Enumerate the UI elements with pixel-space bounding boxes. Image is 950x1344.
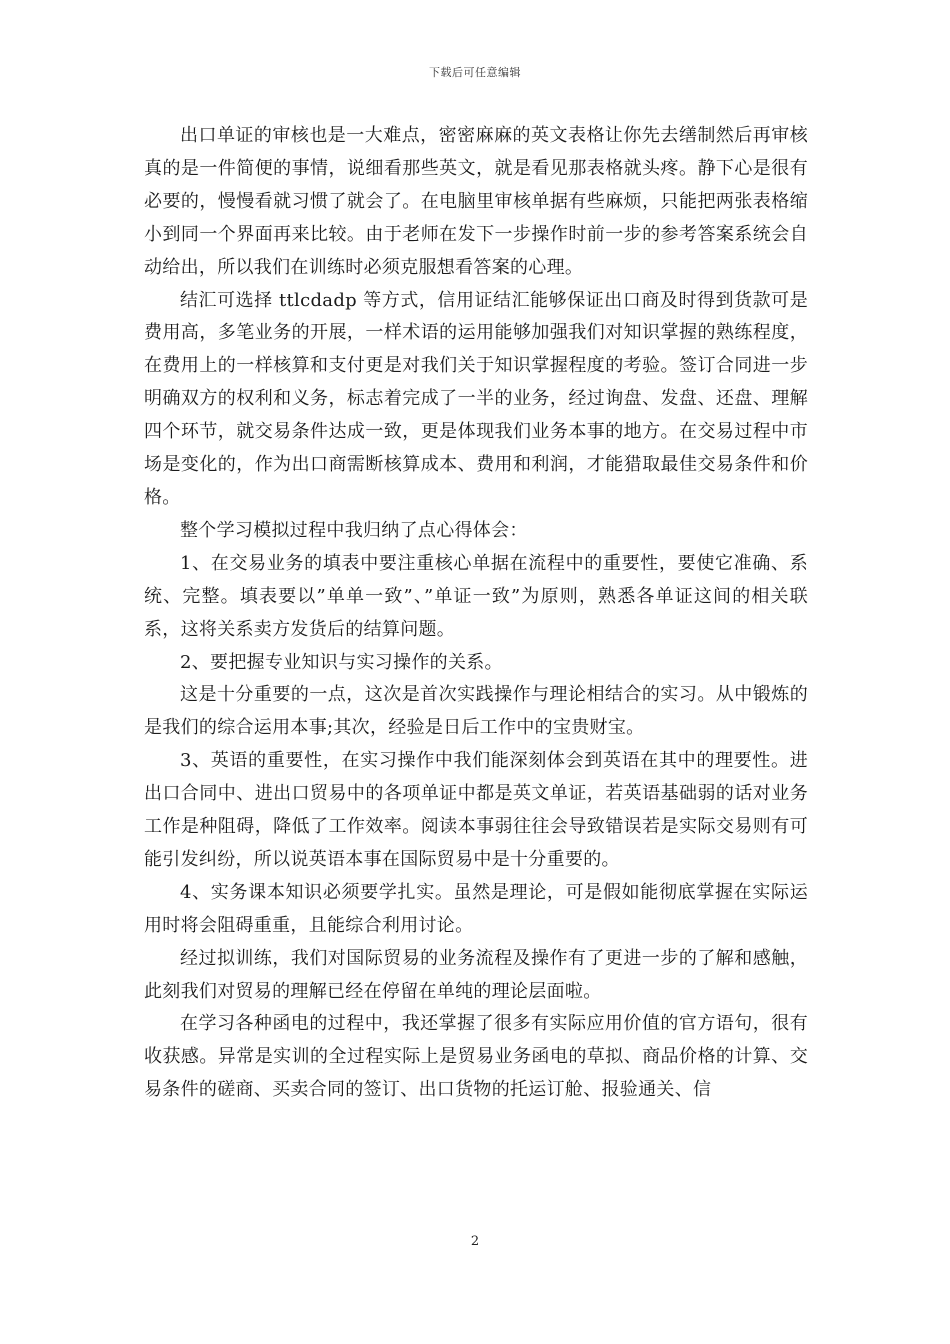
page-header: 下载后可任意编辑 [429, 66, 521, 79]
paragraph: 出口单证的审核也是一大难点，密密麻麻的英文表格让你先去缮制然后再审核真的是一件简便的事情，说细看那些英文，就是看见那表格就头疼。静下心是很有必要的，慢慢看就习惯了就会了。在电脑里审核单据有些麻烦，只能把两张表格缩小到同一个界面再来比较。由于老师在发下一步操作时前一步的参考答案系统会自动给出，所以我们在训练时必须克服想看答案的心理。 [144, 125, 808, 278]
paragraph: 这是十分重要的一点，这次是首次实践操作与理论相结合的实习。从中锻炼的是我们的综合运用本事;其次，经验是日后工作中的宝贵财宝。 [144, 684, 808, 739]
paragraph: 1、在交易业务的填表中要注重核心单据在流程中的重要性，要使它准确、系统、完整。填表要以”单单一致”、”单证一致”为原则，熟悉各单证这间的相关联系，这将关系卖方发货后的结算问题。 [144, 552, 808, 640]
body-text [144, 120, 808, 1107]
paragraph: 4、实务课本知识必须要学扎实。虽然是理论，可是假如能彻底掌握在实际运用时将会阻碍重重，且能综合利用讨论。 [144, 881, 808, 936]
page-number: 2 [470, 1234, 480, 1249]
paragraph: 2、要把握专业知识与实习操作的关系。 [180, 651, 503, 673]
paragraph: 整个学习模拟过程中我归纳了点心得体会： [180, 519, 528, 541]
paragraph: 经过拟训练，我们对国际贸易的业务流程及操作有了更进一步的了解和感触，此刻我们对贸易的理解已经在停留在单纯的理论层面啦。 [144, 947, 808, 1002]
paragraph: 3、英语的重要性，在实习操作中我们能深刻体会到英语在其中的理要性。进出口合同中、进出口贸易中的各项单证中都是英文单证，若英语基础弱的话对业务工作是种阻碍，降低了工作效率。阅读本事弱往往会导致错误若是实际交易则有可能引发纠纷，所以说英语本事在国际贸易中是十分重要的。 [144, 750, 808, 870]
paragraph: 结汇可选择 ttlcdadp 等方式，信用证结汇能够保证出口商及时得到货款可是费用高，多笔业务的开展，一样术语的运用能够加强我们对知识掌握的熟练程度，在费用上的一样核算和支付更是对我们关于知识掌握程度的考验。签订合同进一步明确双方的权利和义务，标志着完成了一半的业务，经过询盘、发盘、还盘、理解四个环节，就交易条件达成一致，更是体现我们业务本事的地方。在交易过程中市场是变化的，作为出口商需断核算成本、费用和利润，才能猎取最佳交易条件和价格。 [144, 289, 808, 508]
paragraph: 在学习各种函电的过程中，我还掌握了很多有实际应用价值的官方语句，很有收获感。异常是实训的全过程实际上是贸易业务函电的草拟、商品价格的计算、交易条件的磋商、买卖合同的签订、出口货物的托运订舱、报验通关、信 [144, 1013, 808, 1101]
